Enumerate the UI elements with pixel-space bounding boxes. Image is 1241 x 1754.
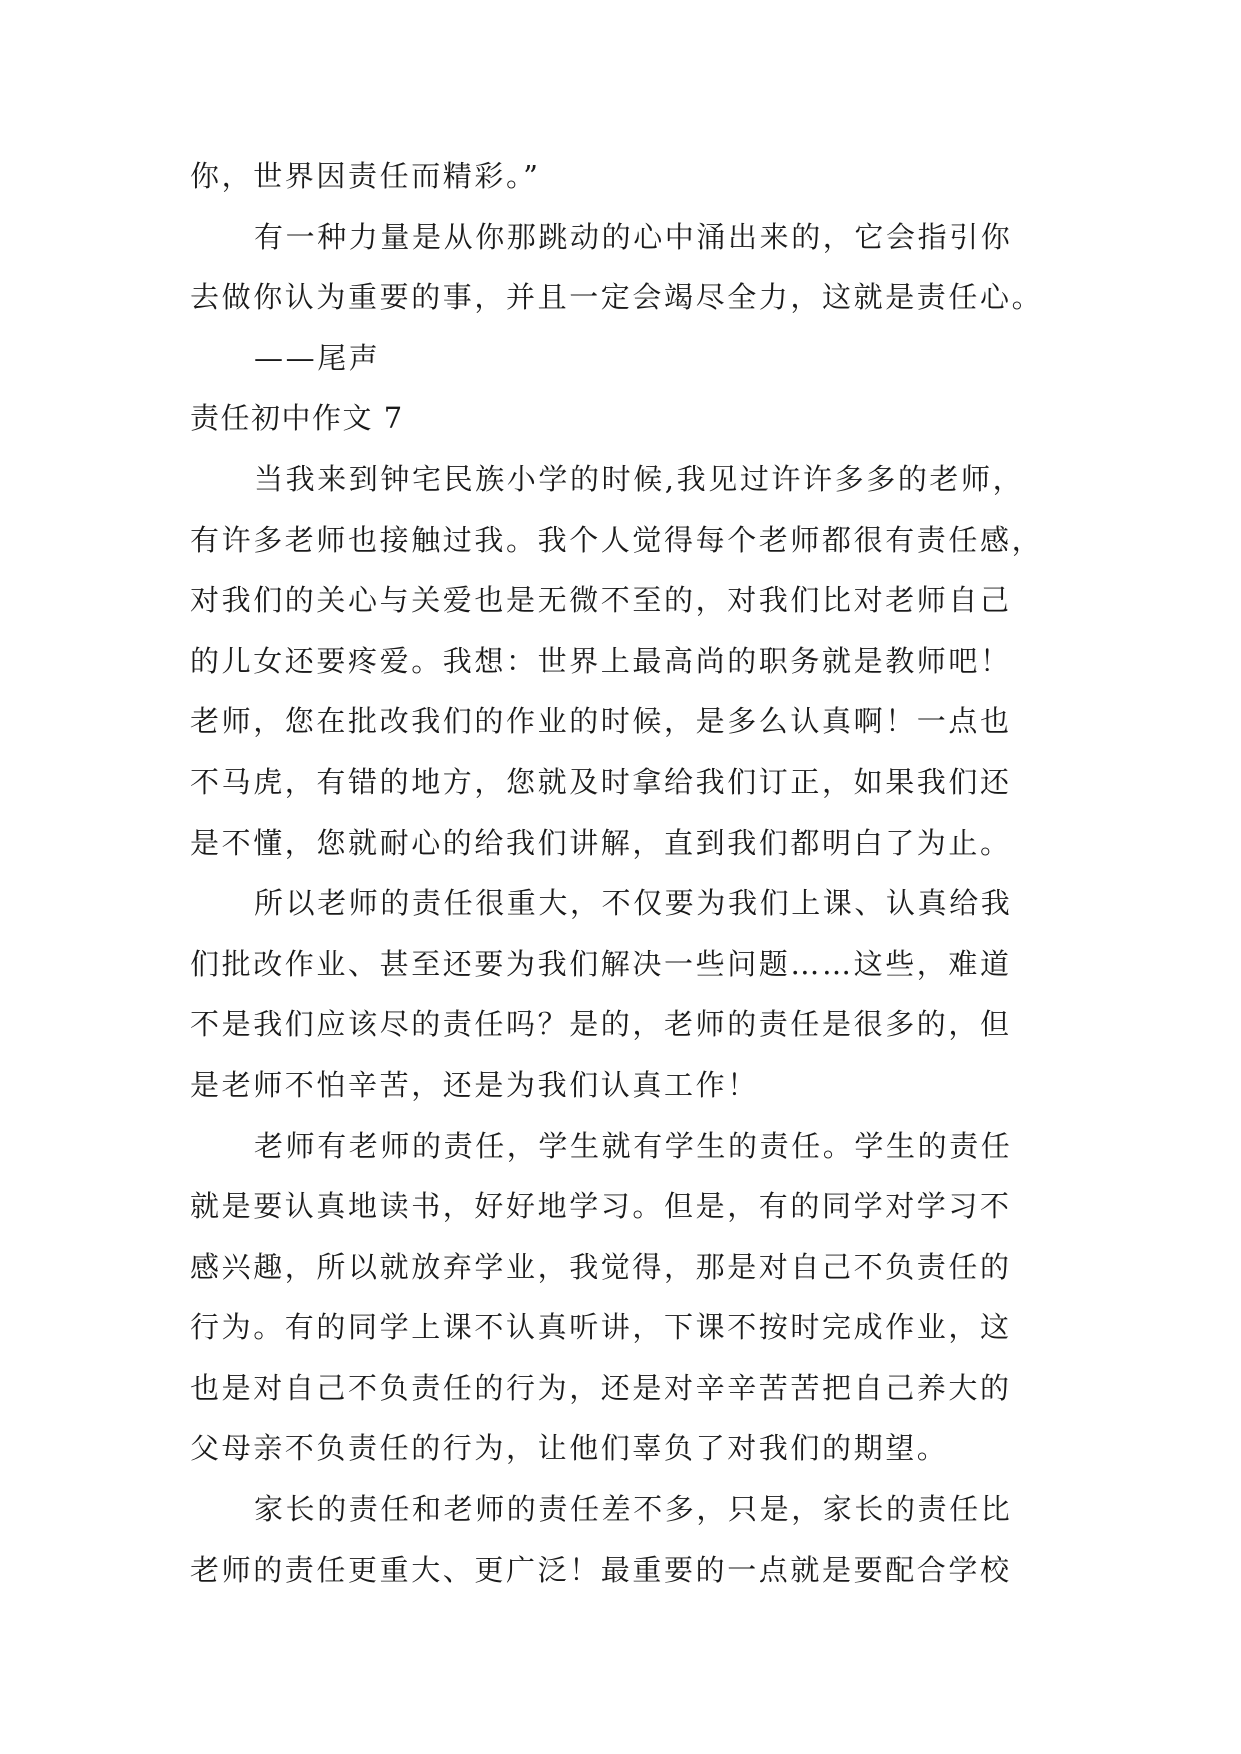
- text-line: 们批改作业、甚至还要为我们解决一些问题……这些，难道: [190, 946, 1012, 981]
- text-line: 有一种力量是从你那跳动的心中涌出来的，它会指引你: [254, 219, 1013, 254]
- epilogue-line: ——尾声: [254, 340, 381, 375]
- text-line: 感兴趣，所以就放弃学业，我觉得，那是对自己不负责任的: [190, 1249, 1012, 1284]
- text-line: 老师的责任更重大、更广泛！最重要的一点就是要配合学校: [190, 1552, 1012, 1587]
- text-line: 是不懂，您就耐心的给我们讲解，直到我们都明白了为止。: [190, 825, 1012, 860]
- text-line: 去做你认为重要的事，并且一定会竭尽全力，这就是责任心。: [190, 280, 1044, 315]
- text-line: 家长的责任和老师的责任差不多，只是，家长的责任比: [254, 1492, 1013, 1527]
- text-line: 当我来到钟宅民族小学的时候,我见过许许多多的老师，: [254, 461, 1025, 496]
- text-line: 就是要认真地读书，好好地学习。但是，有的同学对学习不: [190, 1189, 1012, 1224]
- text-line: 的儿女还要疼爱。我想：世界上最高尚的职务就是教师吧！: [190, 643, 1012, 678]
- text-line: 父母亲不负责任的行为，让他们辜负了对我们的期望。: [190, 1431, 949, 1466]
- essay-heading: 责任初中作文 7: [190, 401, 404, 436]
- text-line: 老师，您在批改我们的作业的时候，是多么认真啊！一点也: [190, 704, 1012, 739]
- text-line: 不马虎，有错的地方，您就及时拿给我们订正，如果我们还: [190, 764, 1012, 799]
- text-line: 有许多老师也接触过我。我个人觉得每个老师都很有责任感，: [190, 522, 1044, 557]
- text-line: 不是我们应该尽的责任吗？是的，老师的责任是很多的，但: [190, 1007, 1012, 1042]
- text-line: 是老师不怕辛苦，还是为我们认真工作！: [190, 1067, 759, 1102]
- text-line: 也是对自己不负责任的行为，还是对辛辛苦苦把自己养大的: [190, 1370, 1012, 1405]
- text-line: 所以老师的责任很重大，不仅要为我们上课、认真给我: [254, 886, 1013, 921]
- text-line: 你，世界因责任而精彩。”: [190, 159, 541, 193]
- document-body: [190, 146, 1055, 1600]
- text-line: 行为。有的同学上课不认真听讲，下课不按时完成作业，这: [190, 1310, 1012, 1345]
- text-line: 对我们的关心与关爱也是无微不至的，对我们比对老师自己: [190, 583, 1012, 618]
- text-line: 老师有老师的责任，学生就有学生的责任。学生的责任: [254, 1128, 1013, 1163]
